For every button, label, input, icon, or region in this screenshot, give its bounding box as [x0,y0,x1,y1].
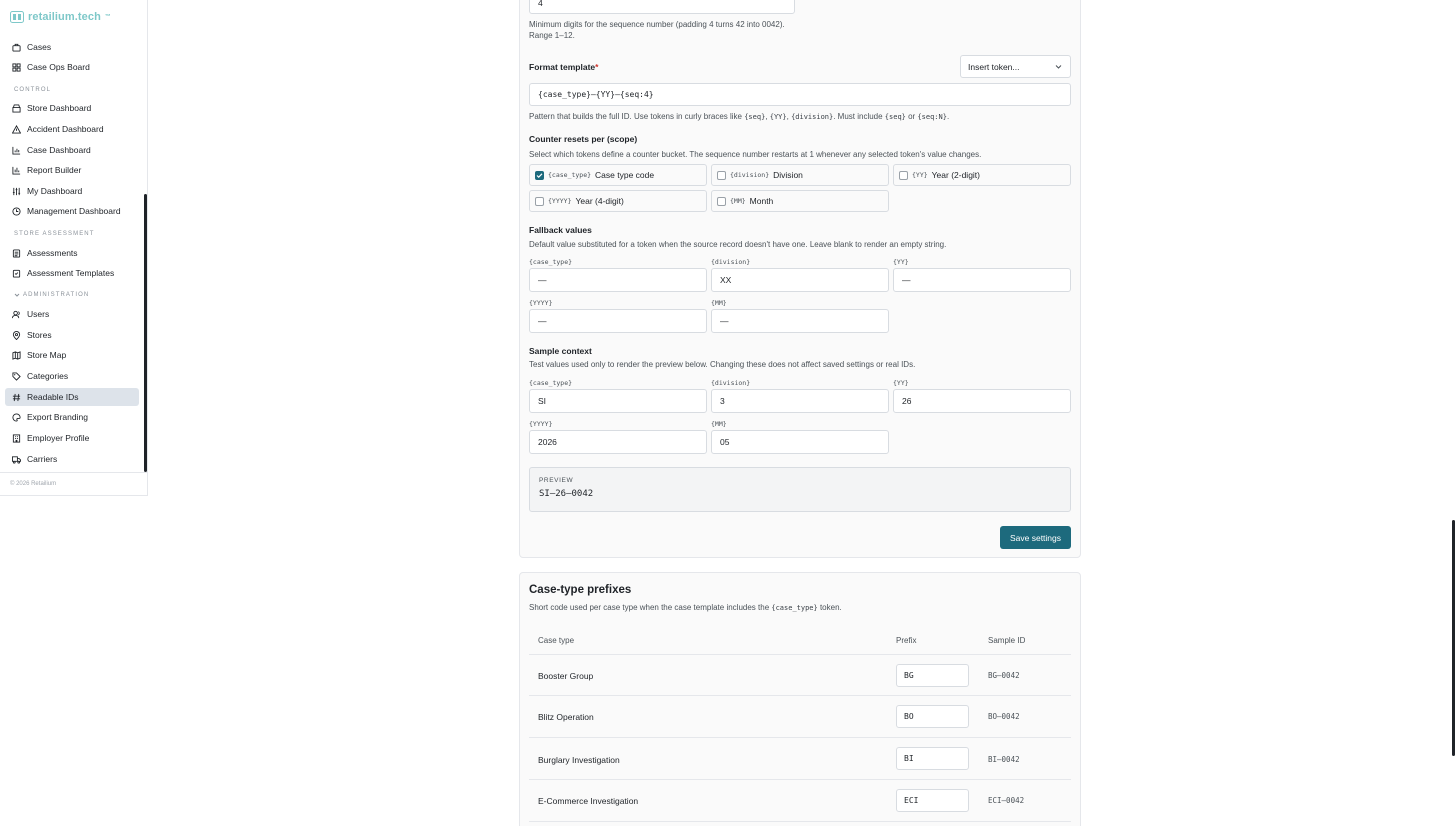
fallback-label: {MM} [711,299,727,307]
sidebar-item-assessments[interactable] [5,244,139,262]
preview-value: SI–26–0042 [539,489,594,499]
sidebar-item-accident-dashboard[interactable] [5,120,139,138]
sample-id: BI–0042 [988,755,1020,764]
alert-triangle-icon [12,125,21,134]
format-template-help: Pattern that builds the full ID. Use tokens in curly braces like {seq}, {YY}, {division}. Must include {seq} or {seq:N}. [529,112,950,121]
sample-input-division[interactable]: 3 [711,389,889,413]
sidebar-item-label: Case Ops Board [27,62,90,72]
sidebar-item-label: Categories [27,371,69,381]
fallback-label: {division} [711,258,751,266]
sidebar [0,0,148,496]
column-header-sample-id: Sample ID [988,636,1026,645]
scope-option-division[interactable] [711,164,889,186]
table-row-case-type: Booster Group [538,671,594,681]
sidebar-item-export-branding[interactable] [5,408,139,426]
prefix-input[interactable]: BI [896,747,969,770]
sidebar-item-store-dashboard[interactable] [5,99,139,117]
sidebar-item-cases[interactable] [5,38,139,56]
sidebar-item-label: Export Branding [27,412,88,422]
sidebar-item-employer-profile[interactable] [5,429,139,447]
scope-label: Month [749,196,774,206]
scope-token: {case_type} [548,171,592,179]
map-icon [12,351,21,360]
table-divider [529,737,1071,738]
logo-text: retailium.tech [28,11,101,23]
bar-chart-icon [12,146,21,155]
sequence-padding-help: Minimum digits for the sequence number (padding 4 turns 42 into 0042). Range 1–12. [529,20,785,40]
sample-help: Test values used only to render the preview below. Changing these does not affect saved settings or real IDs. [529,360,916,369]
sidebar-item-label: Employer Profile [27,433,90,443]
prefixes-title: Case-type prefixes [529,584,632,596]
fallback-input-yy[interactable]: — [893,268,1071,292]
sidebar-item-management-dashboard[interactable] [5,202,139,220]
sample-input-case-type[interactable]: SI [529,389,707,413]
sidebar-item-label: Accident Dashboard [27,124,104,134]
scope-option-yy[interactable] [893,164,1071,186]
sidebar-item-label: Cases [27,42,52,52]
grid-icon [12,63,21,72]
scope-option-mm[interactable] [711,190,889,212]
sidebar-item-label: Users [27,309,50,319]
fallback-help: Default value substituted for a token when the source record doesn't have one. Leave blank to render an empty string. [529,240,947,249]
store-icon [12,104,21,113]
logo-icon [10,11,24,23]
sidebar-item-label: Store Dashboard [27,103,92,113]
sidebar-divider [0,472,147,473]
sample-id: BG–0042 [988,671,1020,680]
logo[interactable]: retailium.tech ™ [10,11,111,23]
briefcase-icon [12,43,21,52]
sidebar-item-users[interactable] [5,305,139,323]
sidebar-item-assessment-templates[interactable] [5,264,139,282]
users-icon [12,310,21,319]
sidebar-item-label: Readable IDs [27,392,79,402]
format-template-label: Format template* [529,62,599,72]
sidebar-item-label: Assessment Templates [27,268,115,278]
check-icon [536,172,543,179]
fallback-label: {YYYY} [529,299,553,307]
sample-title: Sample context [529,346,592,356]
checkbox[interactable] [535,197,544,206]
prefixes-help: Short code used per case type when the case template includes the {case_type} token. [529,603,842,612]
sample-id: ECI–0042 [988,796,1025,805]
scope-token: {YY} [912,171,928,179]
format-template-input[interactable]: {case_type}–{YY}–{seq:4} [529,83,1071,106]
sample-input-yy[interactable]: 26 [893,389,1071,413]
prefix-input[interactable]: BO [896,705,969,728]
section-title-store-assessment: STORE ASSESSMENT [14,231,95,237]
clipboard-icon [12,269,21,278]
fallback-label: {case_type} [529,258,573,266]
sidebar-item-my-dashboard[interactable] [5,182,139,200]
scope-help: Select which tokens define a counter bucket. The sequence number restarts at 1 whenever any selected token's value changes. [529,150,982,159]
sample-label: {YY} [893,379,909,387]
fallback-label: {YY} [893,258,909,266]
truck-icon [12,455,21,464]
fallback-title: Fallback values [529,225,592,235]
sidebar-item-label: Case Dashboard [27,145,91,155]
copyright: © 2026 Retailium [10,481,57,487]
table-divider [529,821,1071,822]
sidebar-item-stores[interactable] [5,326,139,344]
column-header-prefix: Prefix [896,636,917,645]
sample-id: BO–0042 [988,712,1020,721]
page-scrollbar[interactable] [1452,520,1455,756]
checkbox[interactable] [717,171,726,180]
sample-label: {case_type} [529,379,573,387]
list-icon [12,249,21,258]
scope-label: Year (2-digit) [931,170,981,180]
sidebar-item-label: Carriers [27,454,58,464]
table-row-case-type: Burglary Investigation [538,755,620,765]
table-divider [529,695,1071,696]
scope-option-case-type[interactable] [529,164,707,186]
checkbox[interactable] [899,171,908,180]
tag-icon [12,372,21,381]
sample-label: {division} [711,379,751,387]
fallback-input-yyyy[interactable]: — [529,309,707,333]
sidebar-item-label: Report Builder [27,165,82,175]
checkbox-checked[interactable] [535,171,544,180]
table-divider [529,779,1071,780]
chevron-down-icon [14,292,20,298]
fallback-input-case-type[interactable]: — [529,268,707,292]
sidebar-item-case-ops-board[interactable] [5,58,139,76]
building-icon [12,434,21,443]
sidebar-item-label: My Dashboard [27,186,83,196]
sidebar-item-label: Assessments [27,248,78,258]
sidebar-item-store-map[interactable] [5,346,139,364]
sequence-padding-input[interactable]: 4 [529,0,795,14]
sidebar-item-report-builder[interactable] [5,161,139,179]
map-pin-icon [12,331,21,340]
scope-label: Year (4-digit) [575,196,624,206]
sidebar-item-label: Management Dashboard [27,206,121,216]
table-divider [529,654,1071,655]
sample-label: {YYYY} [529,420,553,428]
sample-input-yyyy[interactable]: 2026 [529,430,707,454]
insert-token-label: Insert token... [968,61,1020,72]
save-settings-button[interactable]: Save settings [1000,526,1071,549]
palette-icon [12,413,21,422]
chevron-down-icon [1055,64,1062,70]
required-mark: * [595,62,599,72]
section-title-administration[interactable]: ADMINISTRATION [14,292,89,298]
sample-input-mm[interactable]: 05 [711,430,889,454]
prefix-input[interactable]: ECI [896,789,969,812]
prefix-input[interactable]: BG [896,664,969,687]
preview-panel [529,467,1071,512]
scope-token: {MM} [730,197,746,205]
scope-option-yyyy[interactable] [529,190,707,212]
scope-label: Case type code [595,170,655,180]
report-icon [12,166,21,175]
hash-icon [12,393,21,402]
scope-label: Division [773,170,803,180]
column-header-case-type: Case type [538,636,575,645]
sidebar-item-carriers[interactable] [5,450,139,468]
fallback-input-division[interactable]: XX [711,268,889,292]
sidebar-scrollbar[interactable] [144,194,147,472]
table-row-case-type: Blitz Operation [538,712,594,722]
sidebar-item-label: Stores [27,330,52,340]
sidebar-item-label: Store Map [27,350,67,360]
table-row-case-type: E-Commerce Investigation [538,796,639,806]
checkbox[interactable] [717,197,726,206]
preview-label: PREVIEW [539,477,574,484]
sample-label: {MM} [711,420,727,428]
clock-icon [12,207,21,216]
scope-token: {YYYY} [548,197,572,205]
scope-token: {division} [730,171,770,179]
scope-title: Counter resets per (scope) [529,134,638,144]
sidebar-item-readable-ids[interactable] [5,388,139,406]
section-title-control: CONTROL [14,87,52,93]
sidebar-item-case-dashboard[interactable] [5,141,139,159]
sliders-icon [12,187,21,196]
sidebar-item-categories[interactable] [5,367,139,385]
insert-token-select[interactable] [960,55,1071,78]
fallback-input-mm[interactable]: — [711,309,889,333]
